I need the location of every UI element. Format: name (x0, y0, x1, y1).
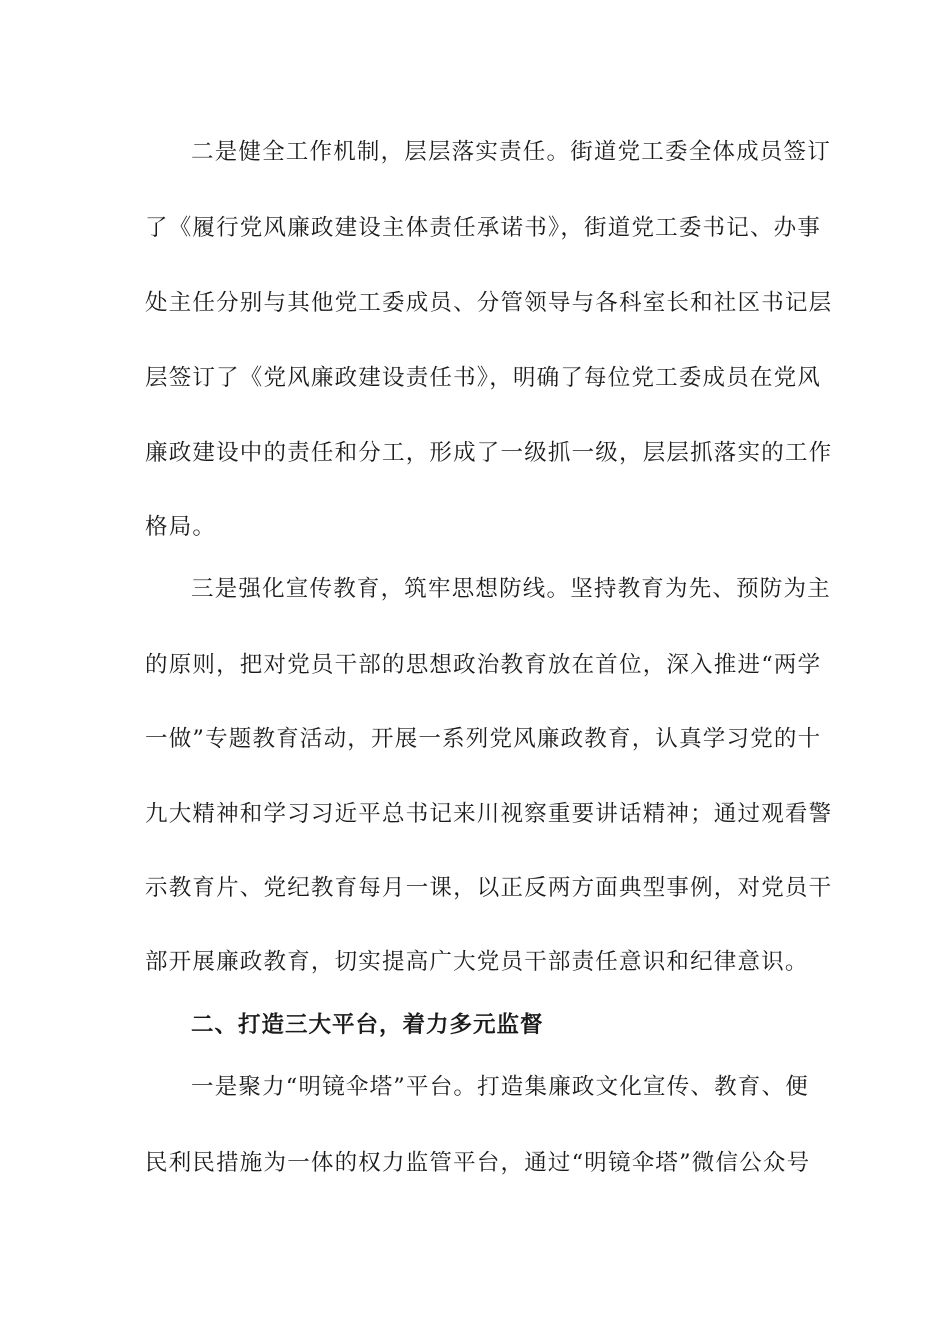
paragraph-line: 廉政建设中的责任和分工，形成了一级抓一级，层层抓落实的工作 (145, 440, 833, 466)
paragraph-line: 九大精神和学习习近平总书记来川视察重要讲话精神；通过观看警 (145, 801, 833, 827)
paragraph-line: 了《履行党风廉政建设主体责任承诺书》，街道党工委书记、办事 (145, 215, 822, 241)
paragraph-line: 一是聚力“明镜伞塔”平台。打造集廉政文化宣传、教育、便 (191, 1074, 809, 1100)
paragraph-line: 层签订了《党风廉政建设责任书》，明确了每位党工委成员在党风 (145, 365, 822, 391)
paragraph-line: 格局。 (145, 514, 217, 540)
paragraph-line: 三是强化宣传教育，筑牢思想防线。坚持教育为先、预防为主 (191, 576, 831, 602)
paragraph-line: 部开展廉政教育，切实提高广大党员干部责任意识和纪律意识。 (145, 949, 809, 975)
paragraph-line: 二是健全工作机制，层层落实责任。街道党工委全体成员签订 (191, 139, 831, 165)
paragraph-line: 处主任分别与其他党工委成员、分管领导与各科室长和社区书记层 (145, 290, 833, 316)
paragraph-line: 一做”专题教育活动，开展一系列党风廉政教育，认真学习党的十 (145, 726, 822, 752)
paragraph-line: 示教育片、党纪教育每月一课，以正反两方面典型事例，对党员干 (145, 875, 833, 901)
paragraph-line: 的原则，把对党员干部的思想政治教育放在首位，深入推进“两学 (145, 652, 822, 678)
section-heading: 二、打造三大平台，着力多元监督 (191, 1012, 544, 1038)
paragraph-line: 民利民措施为一体的权力监管平台，通过“明镜伞塔”微信公众号 (145, 1150, 811, 1176)
